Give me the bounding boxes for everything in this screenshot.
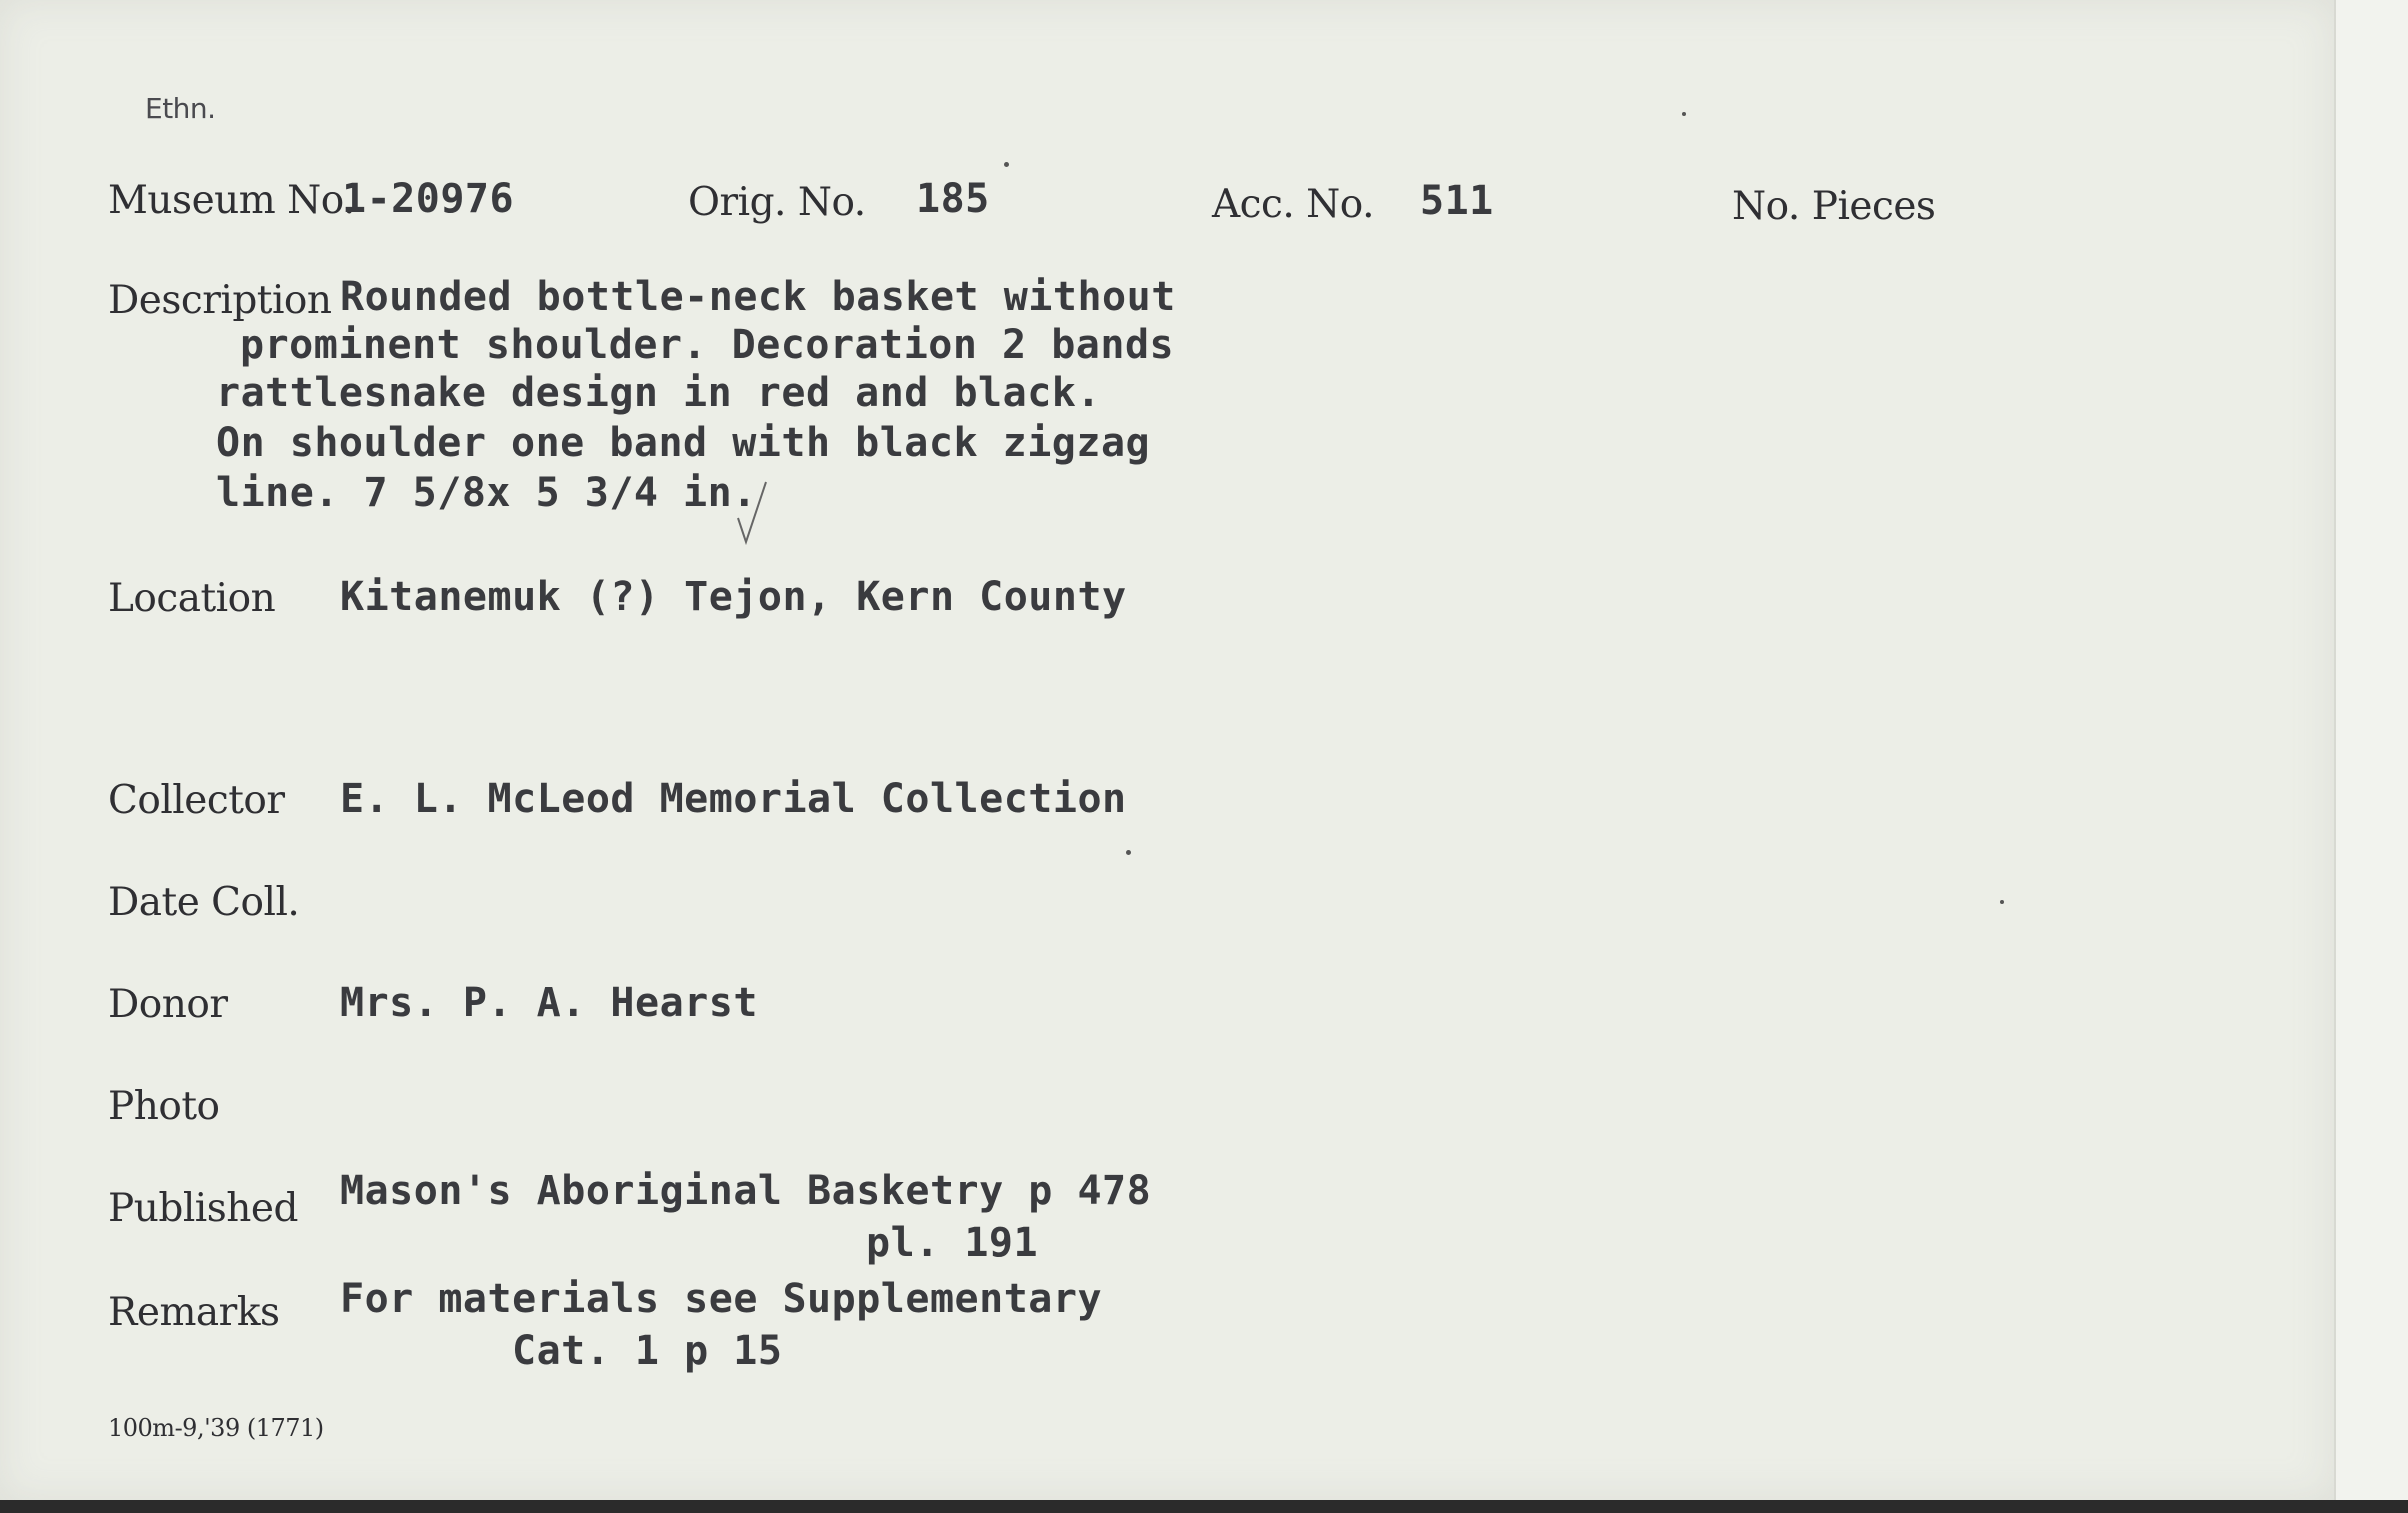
print-code: 100m-9,'39 (1771) [108, 1414, 324, 1442]
checkmark-icon [732, 478, 772, 548]
description-line-5: line. 7 5/8x 5 3/4 in. [216, 470, 757, 516]
ink-speck [1004, 162, 1009, 167]
orig-no-value: 185 [916, 176, 990, 222]
remarks-label: Remarks [108, 1290, 280, 1335]
photo-label: Photo [108, 1084, 220, 1129]
description-line-2: prominent shoulder. Decoration 2 bands [240, 322, 1175, 368]
remarks-line-1: For materials see Supplementary [340, 1276, 1103, 1322]
description-label: Description [108, 278, 332, 323]
location-label: Location [108, 576, 276, 621]
donor-label: Donor [108, 982, 228, 1027]
ink-speck [1682, 112, 1686, 116]
ink-speck [2000, 900, 2004, 904]
acc-no-label: Acc. No. [1212, 182, 1374, 227]
date-coll-label: Date Coll. [108, 880, 300, 925]
no-pieces-label: No. Pieces [1732, 184, 1936, 229]
description-line-3: rattlesnake design in red and black. [216, 370, 1101, 416]
museum-no-value: 1-20976 [342, 176, 515, 222]
card-edge-right [2334, 0, 2408, 1513]
acc-no-value: 511 [1420, 178, 1494, 224]
museum-no-label: Museum No. [108, 178, 355, 223]
card-edge-bottom [0, 1500, 2408, 1513]
description-line-4: On shoulder one band with black zigzag [216, 420, 1151, 466]
ink-speck [1126, 850, 1131, 855]
collector-label: Collector [108, 778, 285, 823]
orig-no-label: Orig. No. [688, 180, 866, 225]
donor-value: Mrs. P. A. Hearst [340, 980, 758, 1026]
description-line-1: Rounded bottle-neck basket without [340, 274, 1176, 320]
published-line-2: pl. 191 [866, 1220, 1039, 1266]
dept-label: Ethn. [145, 92, 216, 125]
location-value: Kitanemuk (?) Tejon, Kern County [340, 574, 1127, 620]
published-line-1: Mason's Aboriginal Basketry p 478 [340, 1168, 1152, 1214]
published-label: Published [108, 1186, 298, 1231]
remarks-line-2: Cat. 1 p 15 [512, 1328, 783, 1374]
collector-value: E. L. McLeod Memorial Collection [340, 776, 1127, 822]
